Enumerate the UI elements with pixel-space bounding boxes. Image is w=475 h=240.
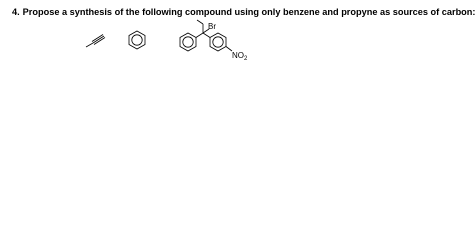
propyne-structure [86,35,105,48]
question-prompt: Propose a synthesis of the following compound using only benzene and propyne as sources of carbon: [22,7,475,17]
nitro-label [232,51,248,62]
bromine-label: Br [208,22,216,31]
question-number: 4. [12,7,20,17]
nitro-main-label: NO [232,51,244,60]
target-compound-structure [180,20,232,51]
nitro-subscript-label: 2 [244,56,248,62]
benzene-ring [129,31,145,49]
